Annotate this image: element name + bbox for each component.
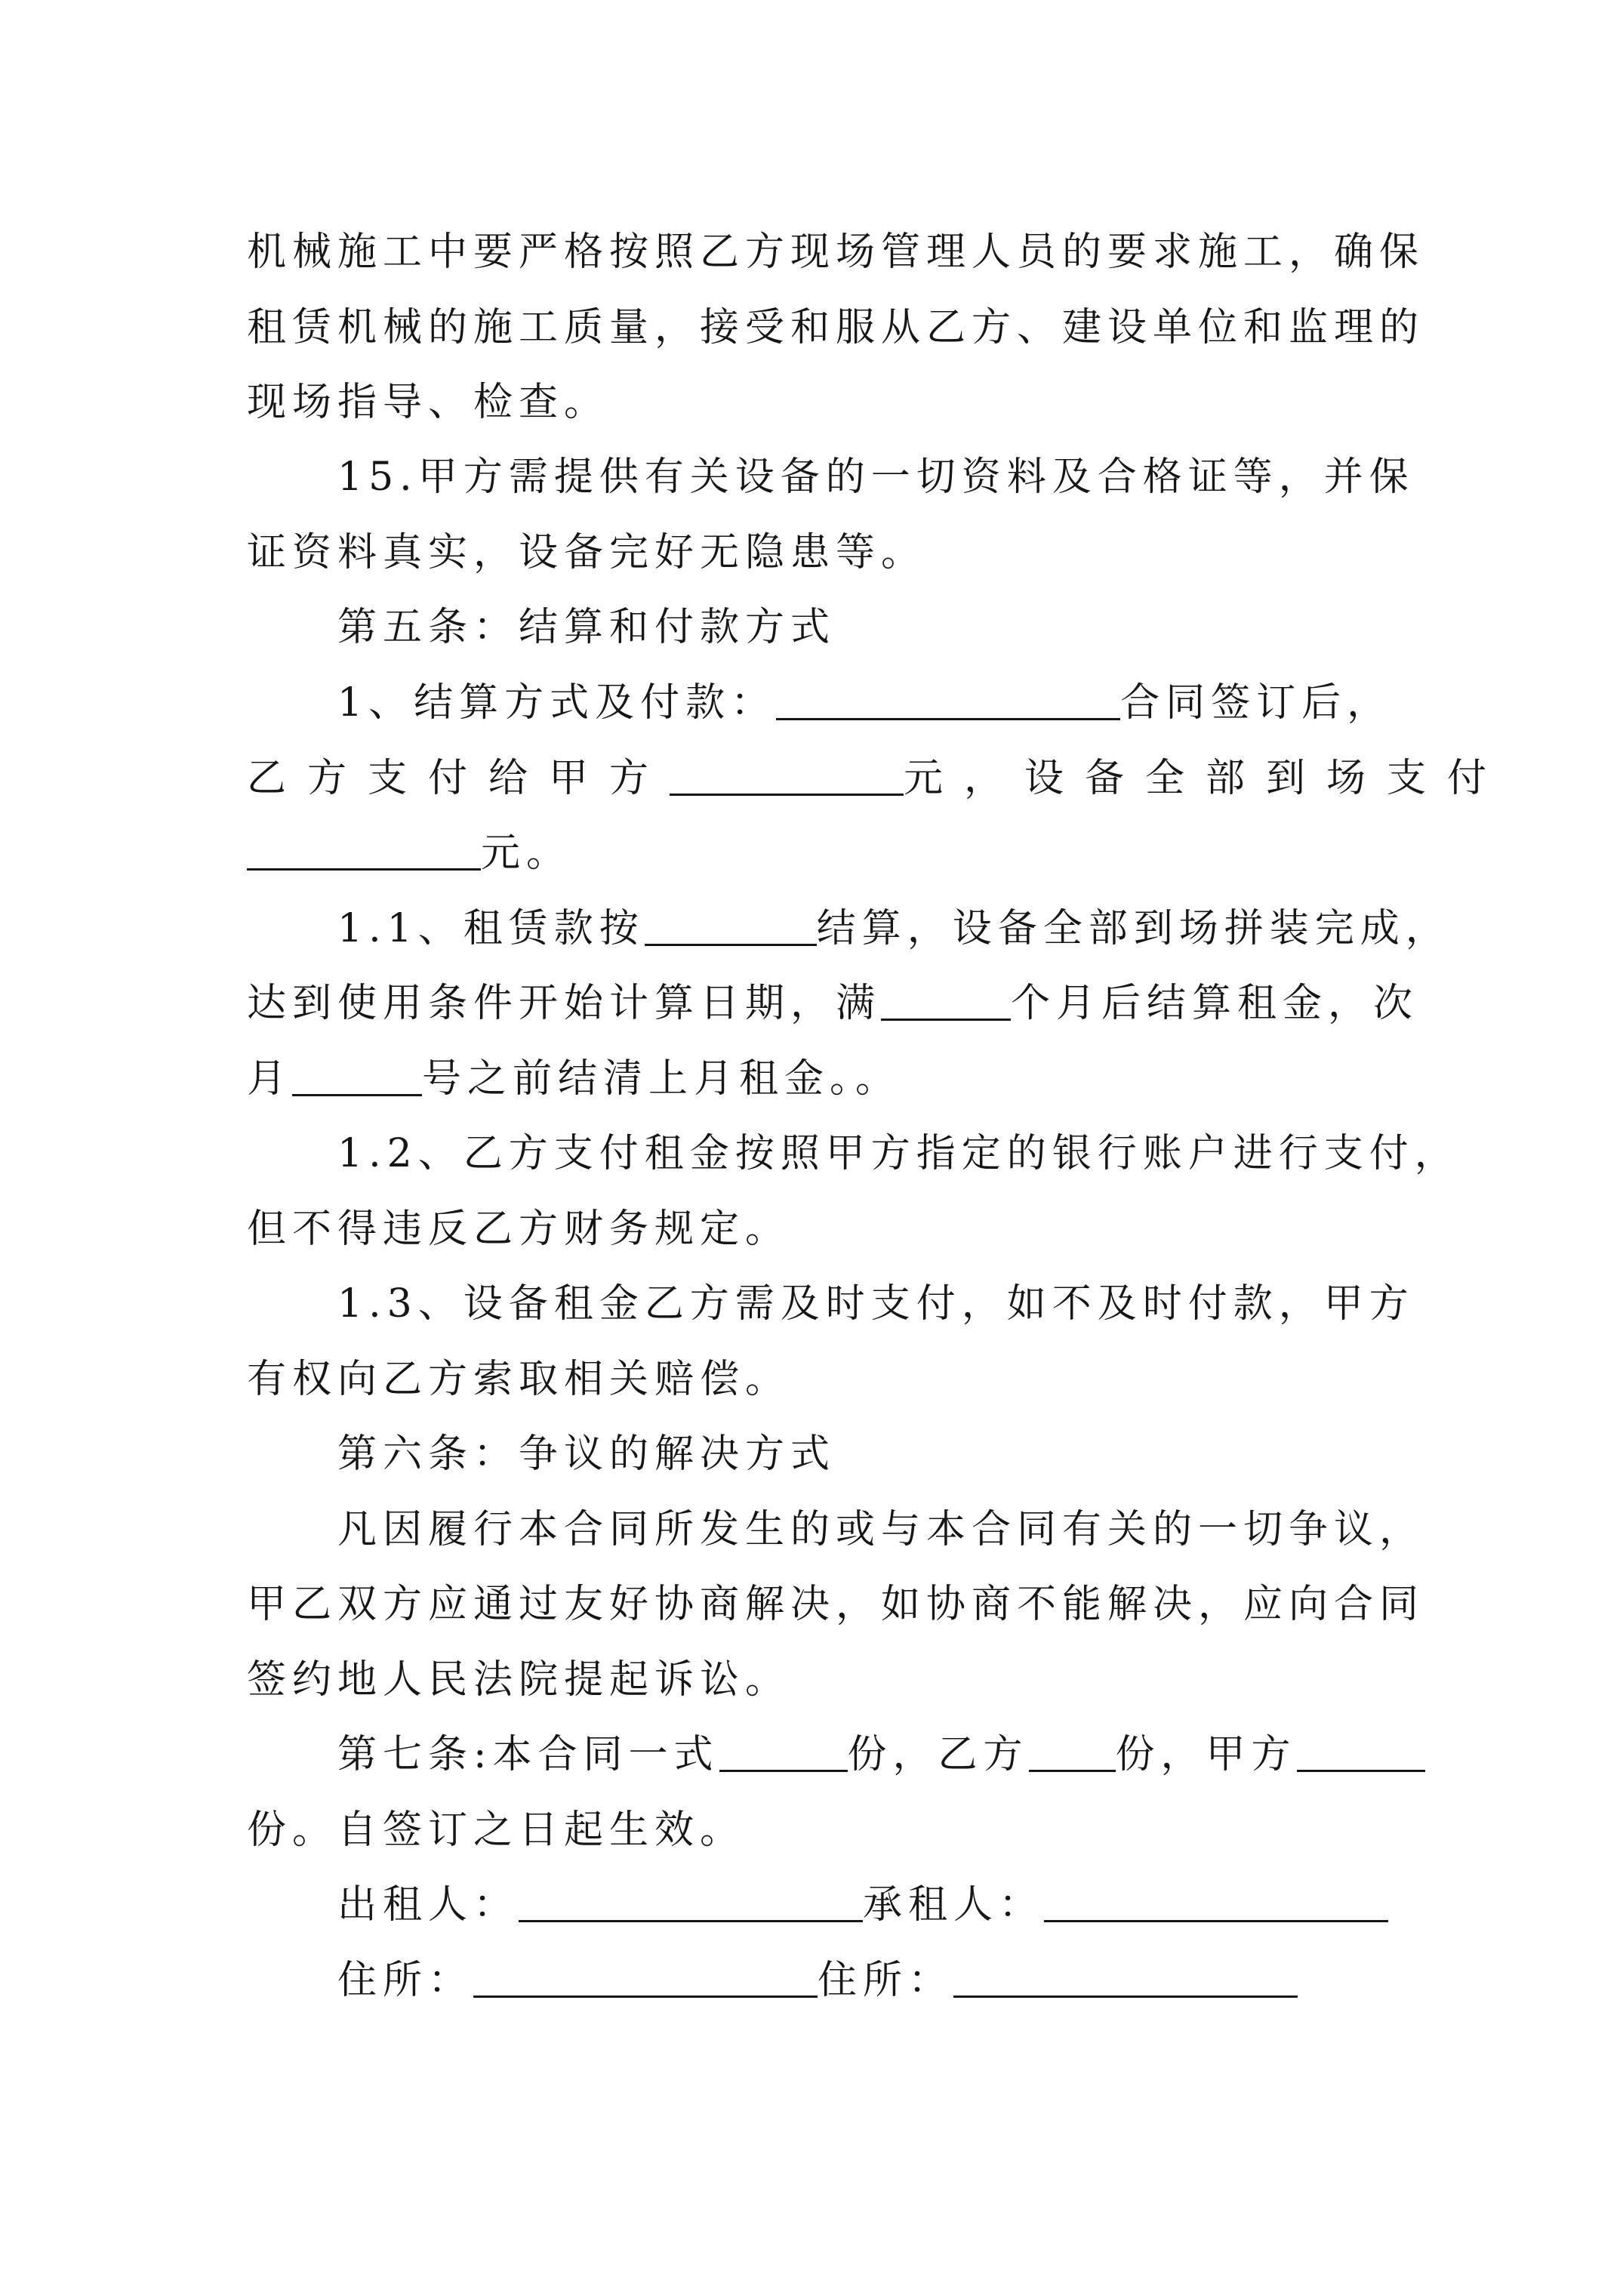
article-6-line: 凡因履行本合同所发生的或与本合同有关的一切争议， [337, 1507, 1425, 1552]
article-7-line: 份。自签订之日起生效。 [247, 1808, 746, 1853]
clause-1-2-line: 但不得违反乙方财务规定。 [247, 1207, 791, 1252]
clause-1-3-line: 1.3、设备租金乙方需及时支付，如不及时付款，甲方 [337, 1281, 1415, 1327]
paragraph-line: 租赁机械的施工质量，接受和服从乙方、建设单位和监理的 [247, 305, 1425, 350]
clause-1-1-line [337, 901, 1470, 956]
lessor-address-label: 住所： [337, 1958, 474, 2003]
clause-1-line [247, 826, 1379, 880]
article-6-line: 签约地人民法院提起诉讼。 [247, 1657, 791, 1703]
blank-line [247, 827, 481, 871]
clause-1-text: 元，设备全部到场支付 [904, 756, 1508, 801]
clause-1-text: 元。 [481, 831, 572, 876]
clause-1-text: 乙方支付给甲方 [247, 756, 670, 801]
clause-1-line [337, 676, 1470, 730]
blank-line [953, 1955, 1298, 1998]
article-6-line: 甲乙双方应通过友好协商解决，如协商不能解决，应向合同 [247, 1582, 1425, 1627]
blank-line [881, 978, 1011, 1021]
blank-line [1044, 1879, 1388, 1922]
clause-1-1-text: 月 [247, 1056, 293, 1102]
item-15-line: 证资料真实，设备完好无隐患等。 [247, 530, 927, 575]
blank-line [1029, 1729, 1116, 1772]
lessee-label: 承租人： [863, 1882, 1045, 1928]
clause-1-1-text: 达到使用条件开始计算日期，满 [247, 981, 882, 1026]
clause-1-1-text: 个月后结算租金，次 [1011, 981, 1419, 1026]
paragraph-line: 机械施工中要严格按照乙方现场管理人员的要求施工，确保 [247, 230, 1425, 275]
clause-1-text: 1、结算方式及付款： [337, 680, 777, 726]
paragraph-line: 现场指导、检查。 [247, 380, 610, 425]
blank-line [473, 1955, 818, 1998]
blank-line [670, 753, 904, 796]
article-7-text: 份，乙方 [847, 1732, 1029, 1777]
clause-1-1-line [247, 976, 1419, 1031]
blank-line [1297, 1729, 1425, 1772]
lessee-address-label: 住所： [818, 1958, 954, 2003]
address-line [337, 1953, 1470, 2008]
article-7-line [337, 1727, 1470, 1782]
clause-1-1-line [247, 1052, 1379, 1106]
signature-line [337, 1878, 1470, 1932]
clause-1-1-text: 号之前结清上月租金。。 [422, 1056, 901, 1102]
article-5-title: 第五条：结算和付款方式 [337, 605, 836, 650]
clause-1-text: 合同签订后， [1120, 680, 1393, 726]
article-7-text: 第七条:本合同一式 [337, 1732, 719, 1777]
blank-line [645, 903, 817, 946]
blank-line [776, 677, 1120, 720]
clause-1-2-line: 1.2、乙方支付租金按照甲方指定的银行账户进行支付， [337, 1131, 1460, 1176]
blank-line [292, 1053, 422, 1096]
clause-1-3-line: 有权向乙方索取相关赔偿。 [247, 1357, 791, 1402]
item-15-line: 15.甲方需提供有关设备的一切资料及合格证等，并保 [337, 455, 1415, 500]
clause-1-1-text: 1.1、租赁款按 [337, 906, 645, 951]
blank-line [519, 1879, 863, 1922]
blank-line [719, 1729, 848, 1772]
clause-1-line [247, 751, 1508, 806]
article-6-title: 第六条：争议的解决方式 [337, 1432, 836, 1477]
lessor-label: 出租人： [337, 1882, 519, 1928]
clause-1-1-text: 结算，设备全部到场拼装完成， [816, 906, 1451, 951]
article-7-text: 份，甲方 [1115, 1732, 1297, 1777]
